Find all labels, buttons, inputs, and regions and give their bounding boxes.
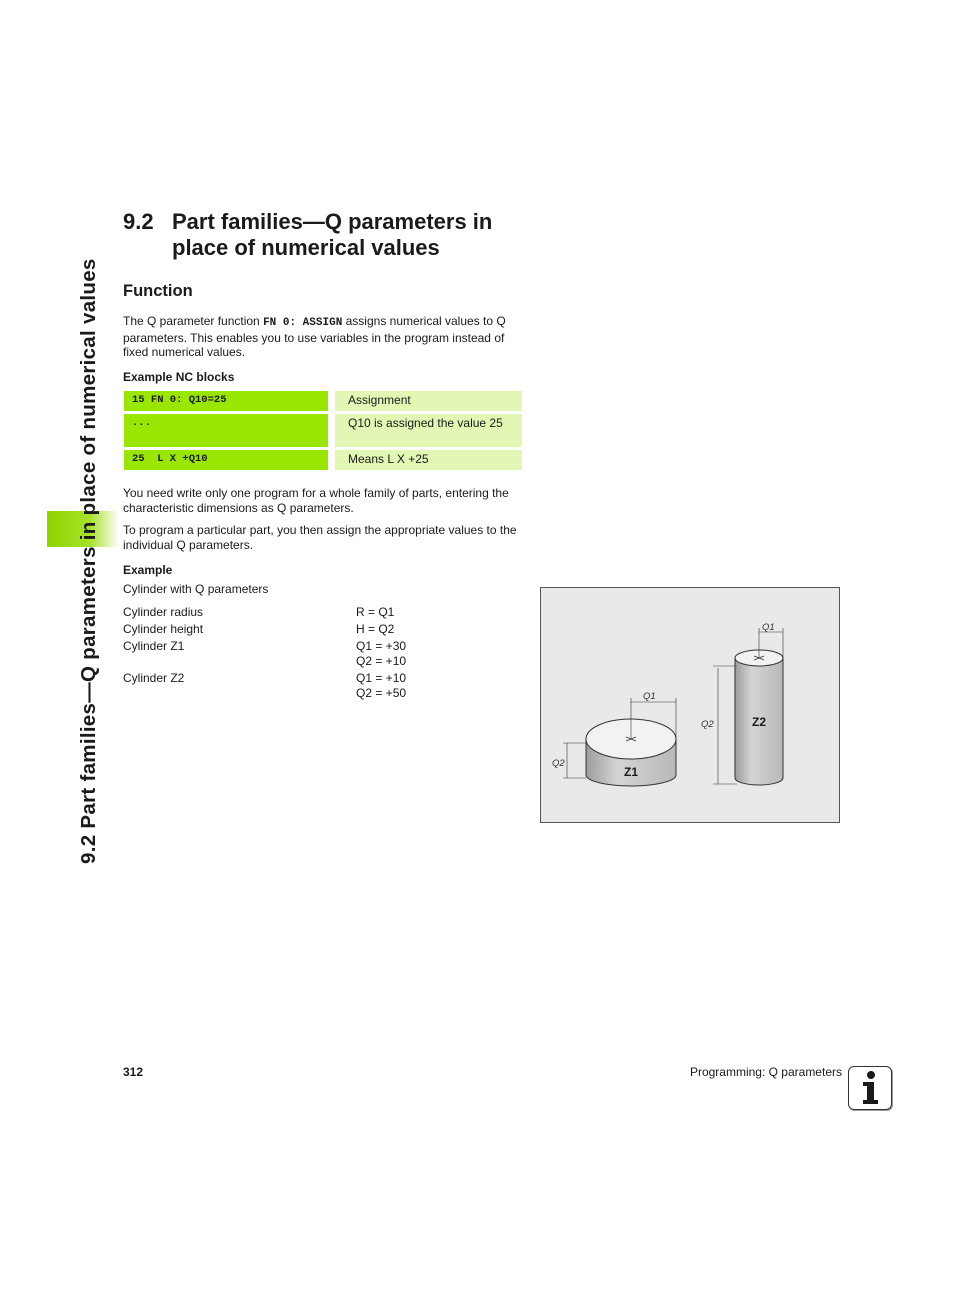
nc-blocks-table [124, 391, 522, 473]
nc-row [124, 450, 522, 470]
example-value-line: R = Q1 [356, 605, 395, 619]
nc-row [124, 391, 522, 411]
q1-left-label: Q1 [643, 691, 656, 702]
example-label: Cylinder Z1 [123, 639, 185, 653]
example-value [356, 622, 443, 637]
example-row [123, 671, 443, 701]
function-heading: Function [123, 282, 193, 300]
family-paragraph: You need write only one program for a whole family of parts, entering the characteristic dimensions as Q parameters. [123, 486, 509, 515]
nc-description: Assignment [335, 391, 522, 411]
example-value [356, 605, 443, 620]
page-number: 312 [123, 1065, 144, 1079]
cylinder-figure [540, 587, 840, 823]
example-parameter-list [123, 605, 443, 703]
nc-description: Means L X +25 [335, 450, 522, 470]
z2-label: Z2 [752, 715, 767, 729]
nc-row [124, 414, 522, 447]
example-row [123, 639, 443, 669]
nc-code: 25 L X +Q10 [124, 450, 328, 470]
section-number: 9.2 [123, 209, 154, 234]
nc-description: Q10 is assigned the value 25 [335, 414, 522, 447]
intro-paragraph [123, 314, 523, 360]
side-running-title: 9.2 Part families—Q parameters in place of numerical values [77, 258, 100, 864]
info-icon [848, 1066, 892, 1110]
section-title [123, 209, 543, 261]
q2-left-label: Q2 [552, 758, 565, 769]
example-subtitle: Cylinder with Q parameters [123, 582, 269, 596]
example-value-line: Q1 = +30 [356, 639, 407, 653]
z1-label: Z1 [624, 765, 639, 779]
example-row [123, 622, 443, 637]
assign-paragraph: To program a particular part, you then assign the appropriate values to the individual Q parameters. [123, 523, 517, 552]
example-heading: Example [123, 563, 173, 577]
q1-right-label: Q1 [762, 622, 775, 633]
example-row [123, 605, 443, 620]
nc-code: 15 FN 0: Q10=25 [124, 391, 328, 411]
nc-code: ... [124, 414, 328, 447]
example-label: Cylinder radius [123, 605, 204, 619]
example-label: Cylinder height [123, 622, 204, 636]
intro-text-after: assigns numerical values to Q parameters. This enables you to use variables in the program instead of fixed numerical values. [123, 314, 506, 359]
example-label: Cylinder Z2 [123, 671, 185, 685]
cylinder-illustration [541, 588, 841, 824]
footer-chapter-title: Programming: Q parameters [689, 1065, 842, 1079]
cylinder-z1 [563, 698, 676, 786]
example-value [356, 671, 443, 701]
example-value-line: H = Q2 [356, 622, 395, 636]
q2-right-label: Q2 [701, 719, 714, 730]
section-title-text: Part families—Q parameters in place of numerical values [172, 209, 493, 260]
example-value-line: Q1 = +10 [356, 671, 407, 685]
intro-code: FN 0: ASSIGN [263, 317, 343, 329]
example-value [356, 639, 443, 669]
intro-text-before: The Q parameter function [123, 314, 264, 328]
example-value-line: Q2 = +10 [356, 654, 407, 668]
nc-blocks-heading: Example NC blocks [123, 370, 235, 384]
example-value-line: Q2 = +50 [356, 686, 407, 700]
cylinder-z2 [713, 628, 783, 785]
